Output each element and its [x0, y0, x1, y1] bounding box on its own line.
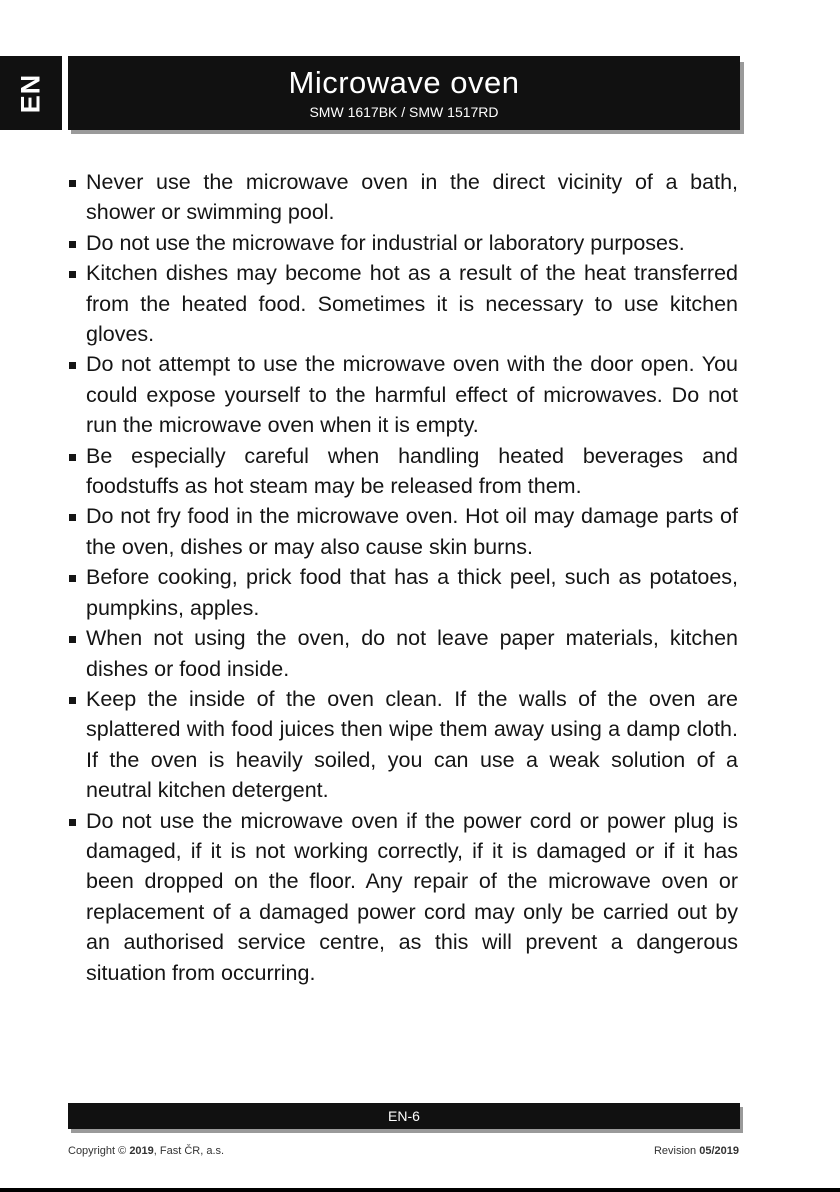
model-subtitle: SMW 1617BK / SMW 1517RD: [309, 104, 499, 120]
list-item-text: Never use the microwave oven in the direct vicinity of a bath, shower or swimming pool.: [86, 170, 738, 225]
bullet-icon: [69, 697, 76, 704]
list-item-text: Kitchen dishes may become hot as a result of the heat transferred from the heated food. Sometimes it is necessary to use kitchen gloves.: [86, 261, 738, 347]
page-number: EN-6: [388, 1108, 420, 1124]
list-item: [66, 684, 738, 806]
bottom-divider: [0, 1188, 840, 1192]
list-item: [66, 167, 738, 228]
list-item-text: Keep the inside of the oven clean. If the walls of the oven are splattered with food juices then wipe them away using a damp cloth. If the oven is heavily soiled, you can use a weak solution of a neutral kitchen detergent.: [86, 686, 738, 803]
instruction-list: [66, 167, 738, 988]
bullet-icon: [69, 514, 76, 521]
copyright-year: 2019: [129, 1145, 154, 1157]
list-item: [66, 228, 738, 258]
bullet-icon: [69, 454, 76, 461]
list-item: [66, 441, 738, 502]
copyright-prefix: Copyright ©: [68, 1145, 127, 1157]
revision-label: Revision: [653, 1145, 697, 1157]
revision-value: 05/2019: [699, 1145, 739, 1157]
list-item: [66, 562, 738, 623]
list-item-text: When not using the oven, do not leave paper materials, kitchen dishes or food inside.: [86, 626, 738, 681]
list-item-text: Before cooking, prick food that has a thick peel, such as potatoes, pumpkins, apples.: [86, 565, 738, 620]
bullet-icon: [69, 636, 76, 643]
list-item: [66, 623, 738, 684]
list-item-text: Do not attempt to use the microwave oven with the door open. You could expose yourself to the harmful effect of microwaves. Do not run the microwave oven when it is empty.: [86, 352, 738, 438]
copyright-notice: [68, 1145, 224, 1157]
bullet-icon: [69, 271, 76, 278]
list-item-text: Do not use the microwave for industrial or laboratory purposes.: [86, 230, 685, 255]
list-item: [66, 349, 738, 440]
list-item: [66, 806, 738, 988]
safety-instructions: [66, 167, 738, 988]
language-label: EN: [15, 73, 46, 113]
bullet-icon: [69, 819, 76, 826]
page-header: [68, 56, 740, 130]
page-number-bar: [68, 1103, 740, 1129]
list-item-text: Do not fry food in the microwave oven. Hot oil may damage parts of the oven, dishes or may also cause skin burns.: [86, 504, 738, 559]
revision-info: [654, 1145, 739, 1157]
list-item-text: Be especially careful when handling heated beverages and foodstuffs as hot steam may be released from them.: [86, 443, 738, 499]
copyright-suffix: , Fast ČR, a.s.: [153, 1145, 225, 1157]
list-item: [66, 258, 738, 349]
list-item: [66, 501, 738, 562]
list-item-text: Do not use the microwave oven if the power cord or power plug is damaged, if it is not working correctly, if it is damaged or if it has been dropped on the floor. Any repair of the microwave oven or replacement of a damaged power cord may only be carried out by an authorised service centre, as this will prevent a dangerous situation from occurring.: [86, 808, 738, 985]
bullet-icon: [69, 241, 76, 248]
language-tab: [0, 56, 62, 130]
bullet-icon: [69, 575, 76, 582]
bullet-icon: [69, 180, 76, 187]
page-title: Microwave oven: [288, 65, 520, 100]
bullet-icon: [69, 362, 76, 369]
